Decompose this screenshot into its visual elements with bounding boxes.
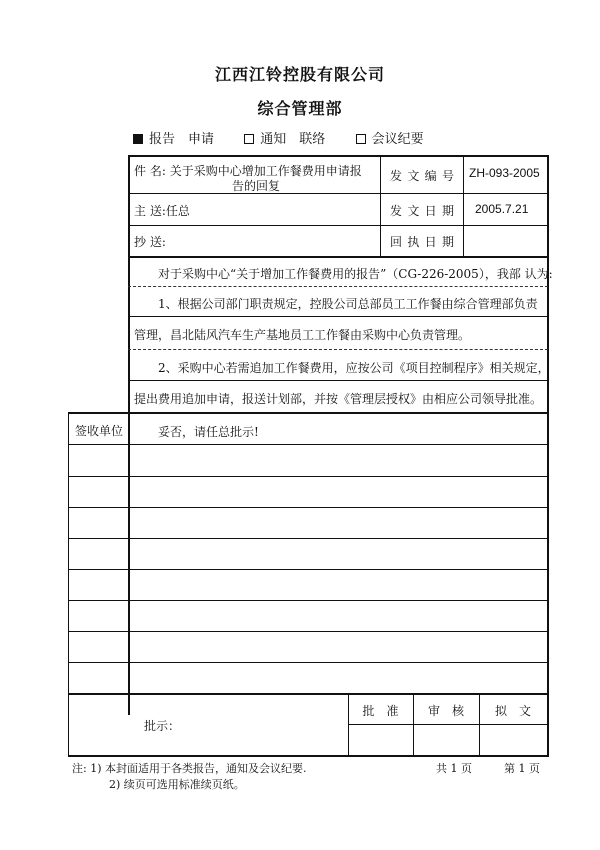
- company-name: 江西江铃控股有限公司: [214, 65, 385, 84]
- cc-label: 抄 送:: [134, 235, 166, 249]
- note-1: 注: 1) 本封面适用于各类报告，通知及会议纪要.: [72, 762, 307, 775]
- doc-type-minutes[interactable]: 会议纪要: [356, 128, 424, 147]
- to-field: [134, 202, 190, 219]
- note-2: 2) 续页可选用标准续页纸。: [109, 778, 245, 791]
- draft-header: 拟 文: [494, 704, 531, 718]
- to-value: 任总: [165, 204, 190, 218]
- doc-type-notice[interactable]: 通知 联络: [244, 128, 325, 147]
- approve-header: 批 准: [362, 704, 399, 718]
- to-label: 主 送:: [134, 204, 166, 218]
- checkbox-empty-icon: [244, 134, 254, 144]
- subject-field: [134, 164, 378, 194]
- doc-type-report[interactable]: 报告 申请: [133, 128, 214, 147]
- subject-value-line1: 关于采购中心增加工作餐费用申请报: [169, 164, 362, 178]
- body-line-4: 2、采购中心若需追加工作餐费用，应按公司《项目控制程序》相关规定，: [158, 361, 550, 375]
- sign-unit-label: 签收单位: [74, 424, 123, 438]
- doc-no-value: ZH-093-2005: [469, 166, 540, 180]
- doc-no-label: 发文编号: [390, 169, 454, 183]
- body-line-5: 提出费用追加申请，报送计划部，并按《管理层授权》由相应公司领导批准。: [134, 392, 543, 406]
- date-value: 2005.7.21: [475, 202, 529, 216]
- page-number: 第 1 页: [504, 762, 540, 775]
- review-header: 审 核: [427, 704, 464, 718]
- doc-type-bar: [133, 128, 424, 147]
- body-line-1: 对于采购中心“关于增加工作餐费用的报告”（CG-226-2005），我部 认为:: [158, 267, 553, 281]
- subject-label: 件 名:: [134, 164, 166, 178]
- body-line-6: 妥否，请任总批示!: [158, 425, 259, 439]
- total-pages: 共 1 页: [436, 762, 472, 775]
- exec-date-label: 回执日期: [390, 235, 454, 249]
- checkbox-checked-icon: [133, 134, 143, 144]
- subject-value-line2: 告的回复: [231, 179, 280, 193]
- body-line-2: 1、根据公司部门职责规定，控股公司总部员工工作餐由综合管理部负责: [158, 297, 538, 311]
- department-name: 综合管理部: [257, 99, 343, 118]
- checkbox-empty-icon: [356, 134, 366, 144]
- body-line-3: 管理，昌北陆风汽车生产基地员工工作餐由采购中心负责管理。: [134, 328, 471, 342]
- date-label: 发文日期: [390, 204, 454, 218]
- approval-label: 批示：: [144, 719, 181, 733]
